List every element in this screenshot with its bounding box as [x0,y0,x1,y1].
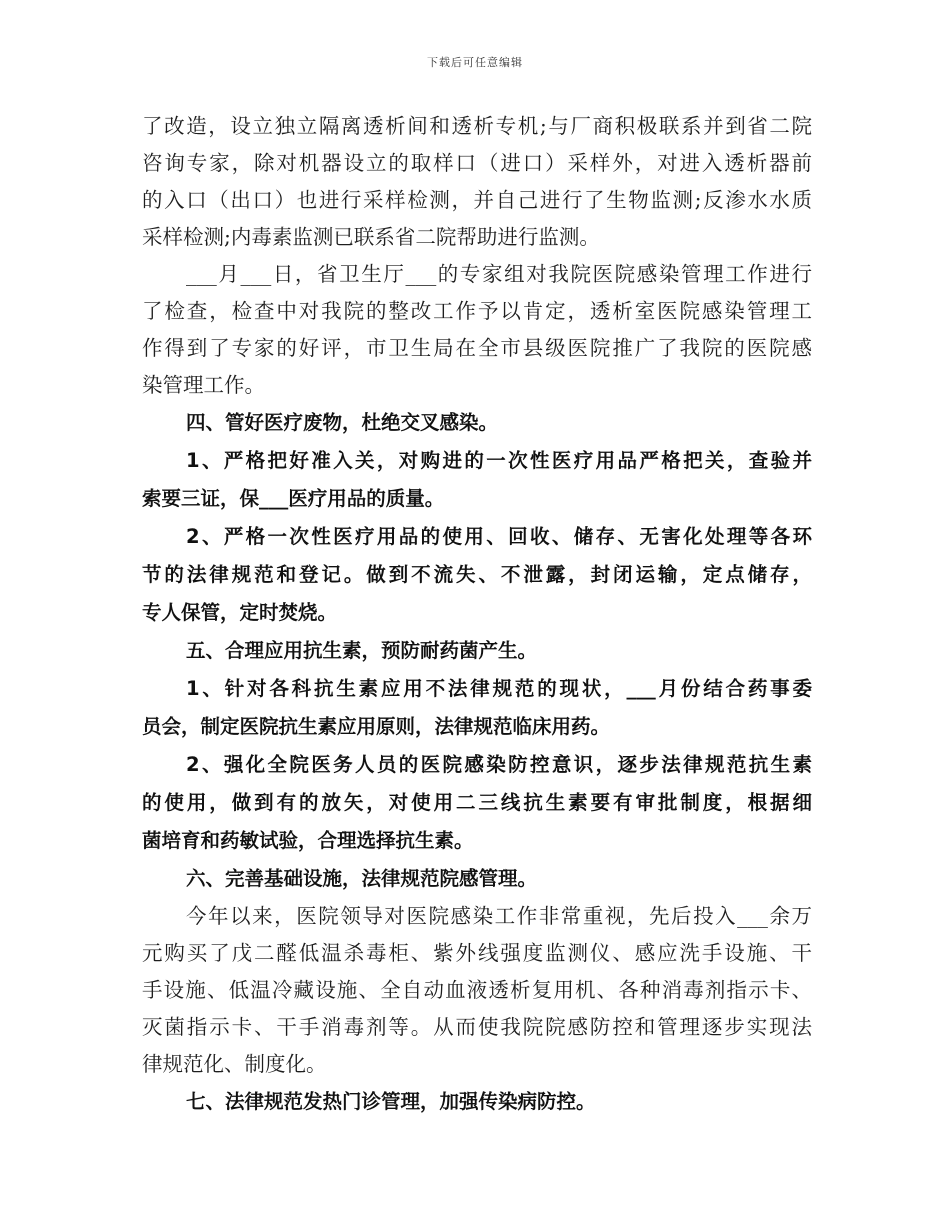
section-heading: 五、合理应用抗生素，预防耐药菌产生。 [186,639,538,662]
section-heading: 七、法律规范发热门诊管理，加强传染病防控。 [186,1090,596,1113]
paragraph-line: 元购买了戊二醛低温杀毒柜、紫外线强度监测仪、感应洗手设施、干 [142,941,812,965]
paragraph-line: 专人保管，定时焚烧。 [142,601,338,624]
section-heading: 四、管好医疗废物，杜绝交叉感染。 [186,411,499,434]
paragraph-line: 的入口（出口）也进行采样检测，并自己进行了生物监测;反渗水水质 [142,188,812,212]
section-heading: 六、完善基础设施，法律规范院感管理。 [186,867,538,890]
paragraph-line: 的使用，做到有的放矢，对使用二三线抗生素要有审批制度，根据细 [142,791,812,814]
paragraph-line: 1、针对各科抗生素应用不法律规范的现状，___月份结合药事委 [186,677,812,700]
paragraph-line: 咨询专家，除对机器设立的取样口（进口）采样外，对进入透析器前 [142,151,812,175]
paragraph-line: ___月___日，省卫生厅___的专家组对我院医院感染管理工作进行 [186,262,812,286]
paragraph-line: 2、严格一次性医疗用品的使用、回收、储存、无害化处理等各环 [186,525,812,548]
paragraph-line: 了检查，检查中对我院的整改工作予以肯定，透析室医院感染管理工 [142,299,812,323]
paragraph-line: 律规范化、制度化。 [142,1052,327,1076]
page-header-note: 下载后可任意编辑 [427,56,523,69]
paragraph-line: 菌培育和药敏试验，合理选择抗生素。 [142,829,474,852]
paragraph-line: 采样检测;内毒素监测已联系省二院帮助进行监测。 [142,225,600,249]
paragraph-line: 手设施、低温冷藏设施、全自动血液透析复用机、各种消毒剂指示卡、 [142,978,812,1002]
paragraph-line: 1、严格把好准入关，对购进的一次性医疗用品严格把关，查验并 [186,449,812,472]
paragraph-line: 节的法律规范和登记。做到不流失、不泄露，封闭运输，定点储存， [142,563,812,586]
paragraph-line: 了改造，设立独立隔离透析间和透析专机;与厂商积极联系并到省二院 [142,114,812,138]
document-body [142,108,812,1121]
paragraph-line: 染管理工作。 [142,373,265,397]
paragraph-line: 作得到了专家的好评，市卫生局在全市县级医院推广了我院的医院感 [142,336,812,360]
paragraph-line: 今年以来，医院领导对医院感染工作非常重视，先后投入___余万 [186,904,812,928]
paragraph-line: 灭菌指示卡、干手消毒剂等。从而使我院院感防控和管理逐步实现法 [142,1015,812,1039]
paragraph-line: 员会，制定医院抗生素应用原则，法律规范临床用药。 [142,715,611,738]
paragraph-line: 2、强化全院医务人员的医院感染防控意识，逐步法律规范抗生素 [186,753,812,776]
paragraph-line: 索要三证，保___医疗用品的质量。 [142,487,445,510]
